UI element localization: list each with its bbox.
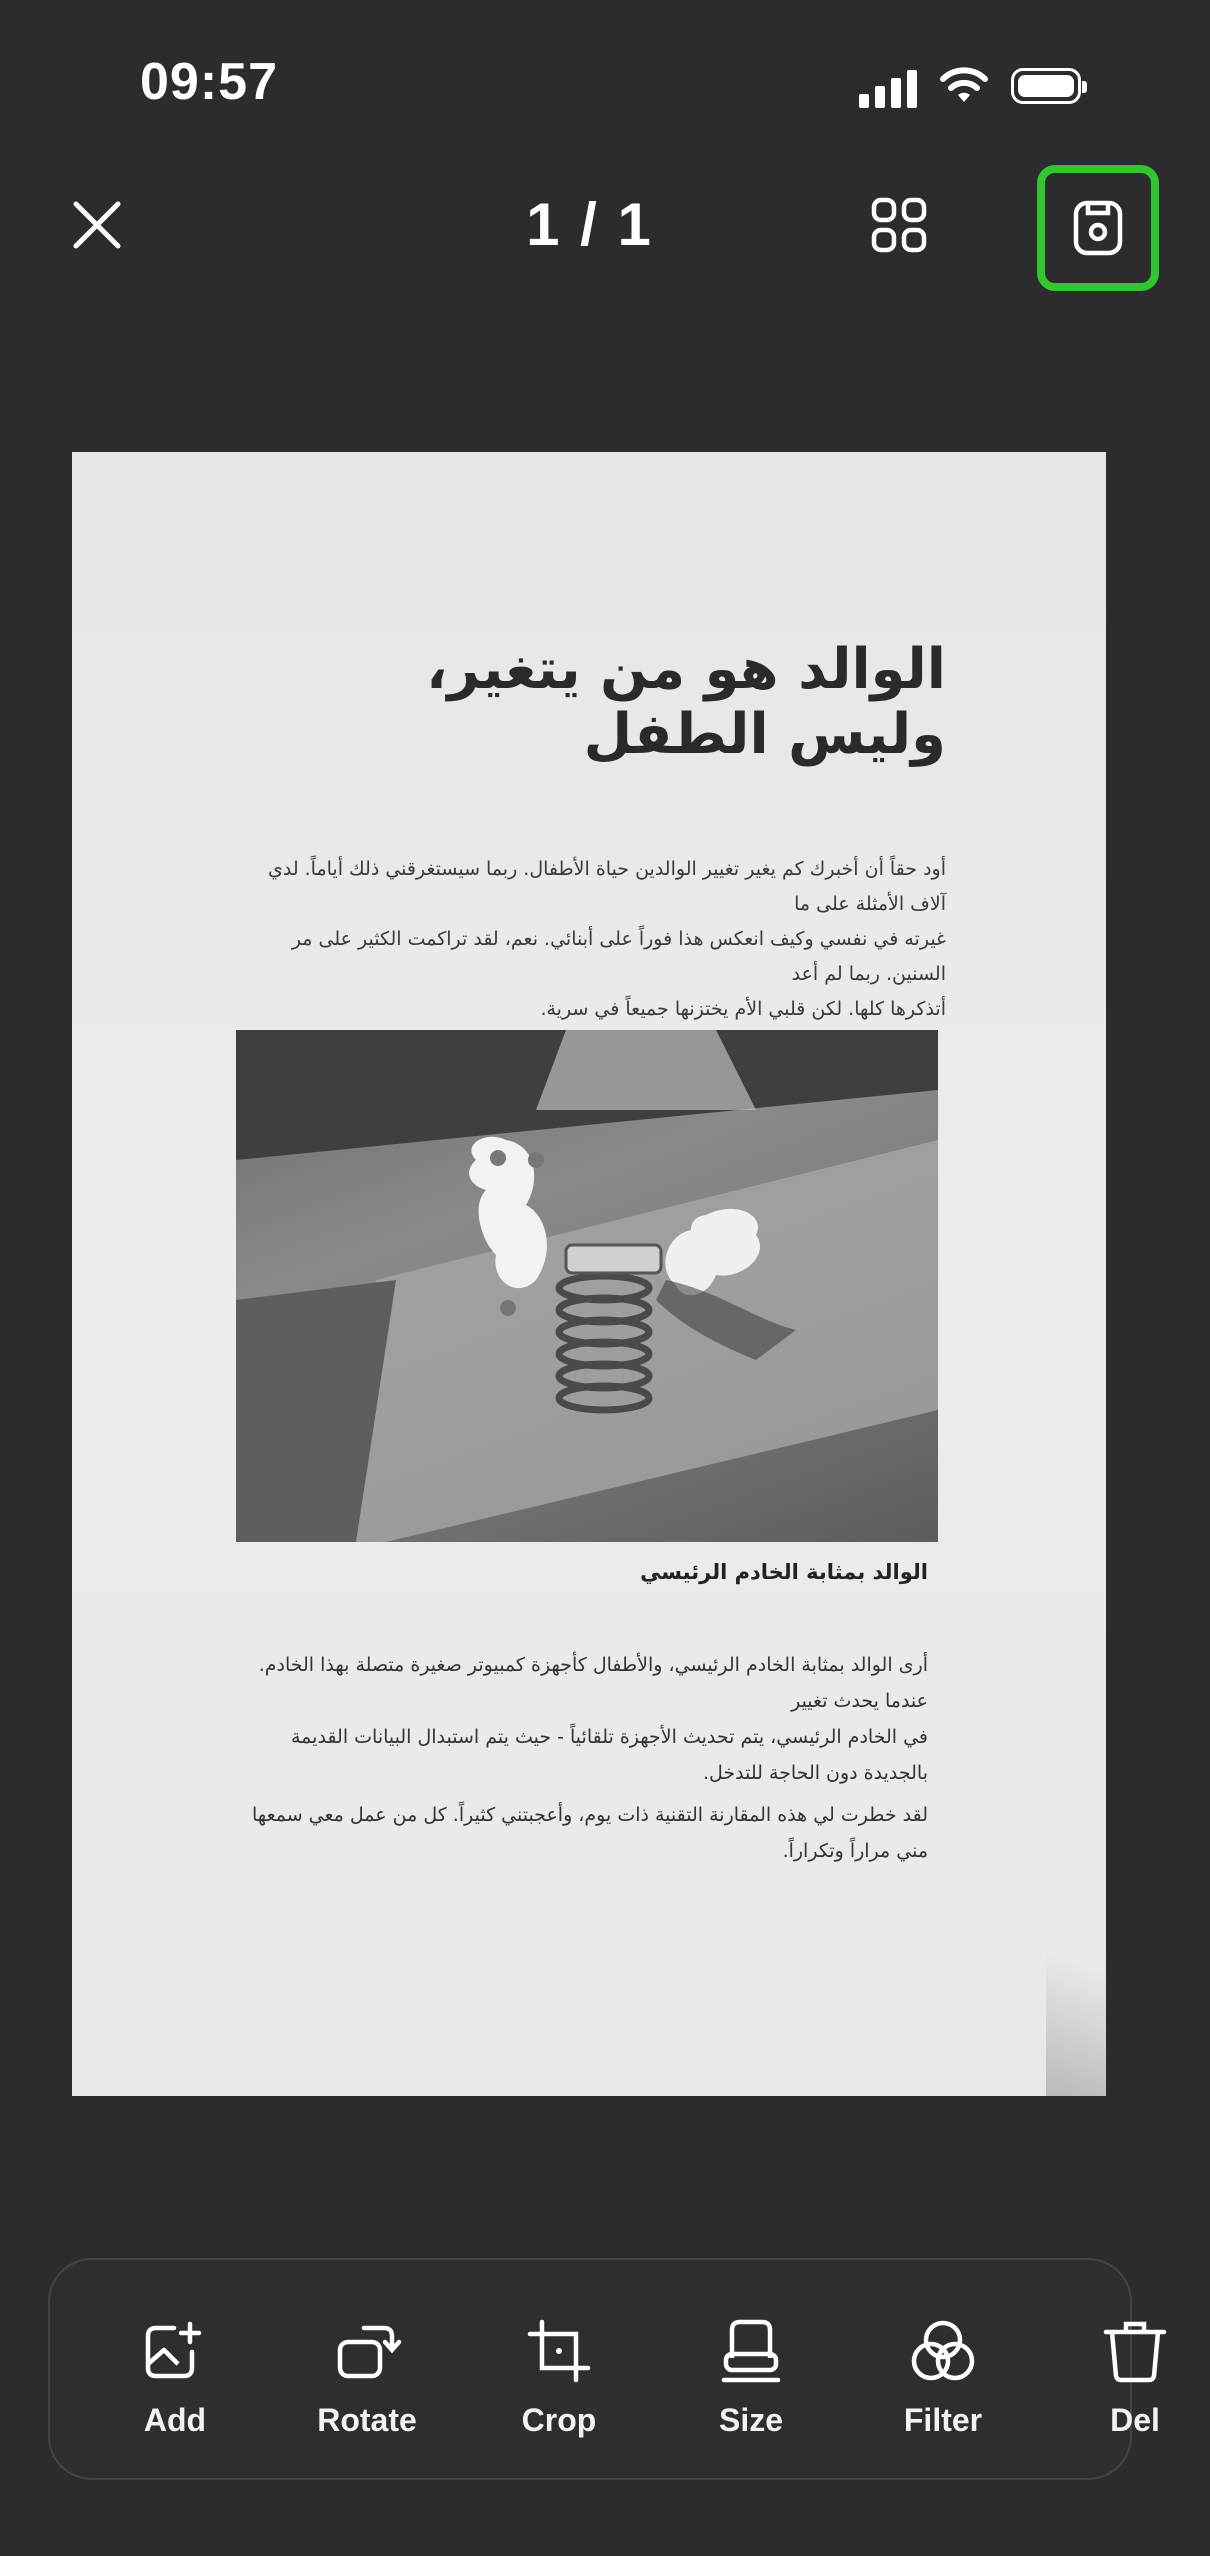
size-button[interactable] <box>676 2318 826 2439</box>
status-time: 09:57 <box>140 53 278 111</box>
crop-button[interactable] <box>484 2318 634 2439</box>
size-icon <box>718 2318 784 2384</box>
page-curl <box>1046 1796 1106 2096</box>
intro-line: أود حقاً أن أخبرك كم يغير تغيير الوالدين حياة الأطفال. ربما سيستغرقني ذلك أياماً. لدي آلاف الأمثلة على ما <box>267 858 946 915</box>
filter-button[interactable] <box>868 2318 1018 2439</box>
document-photo <box>236 1030 938 1542</box>
delete-icon <box>1102 2318 1168 2384</box>
delete-button[interactable] <box>1060 2318 1210 2439</box>
photo-caption: الوالد بمثابة الخادم الرئيسي <box>640 1560 928 1584</box>
save-button[interactable] <box>1037 165 1159 291</box>
rotate-label: Rotate <box>317 2402 417 2438</box>
page-counter: 1 / 1 <box>526 191 653 258</box>
status-icons <box>859 64 1081 108</box>
save-icon <box>1068 197 1128 259</box>
grid-icon <box>864 190 934 260</box>
edit-toolbar <box>48 2258 1160 2480</box>
body-line: أرى الوالد بمثابة الخادم الرئيسي، والأطفال كأجهزة كمبيوتر صغيرة متصلة بهذا الخادم. عندما يحدث تغيير <box>258 1654 928 1712</box>
delete-label: Del <box>1110 2402 1160 2438</box>
size-label: Size <box>718 2402 784 2438</box>
rotate-button[interactable] <box>292 2318 442 2439</box>
rotate-icon <box>334 2318 400 2384</box>
cellular-signal-icon <box>859 64 917 108</box>
document-intro <box>252 852 946 1027</box>
add-image-icon <box>142 2318 208 2384</box>
crop-label: Crop <box>521 2402 597 2438</box>
document-title: الوالد هو من يتغير، وليس الطفل <box>426 637 946 767</box>
body-line: في الخادم الرئيسي، يتم تحديث الأجهزة تلقائياً - حيث يتم استبدال البيانات القديمة بالجديدة دون الحاجة للتدخل. <box>291 1726 928 1784</box>
document-body <box>242 1647 928 1875</box>
spring-rider-image <box>236 1030 938 1542</box>
body-line: لقد خطرت لي هذه المقارنة التقنية ذات يوم، وأعجبتني كثيراً. كل من عمل معي سمعها مني مراراً وتكراراً. <box>252 1804 928 1862</box>
intro-line: أتذكرها كلها. لكن قلبي الأم يختزنها جميعاً في سرية. <box>540 998 946 1020</box>
intro-line: غيرته في نفسي وكيف انعكس هذا فوراً على أبنائي. نعم، لقد تراكمت الكثير على مر السنين. ربما لم أعد <box>291 928 946 985</box>
crop-icon <box>526 2318 592 2384</box>
add-button[interactable] <box>100 2318 250 2439</box>
wifi-icon <box>939 66 989 106</box>
grid-view-button[interactable] <box>864 190 934 260</box>
add-label: Add <box>143 2402 207 2438</box>
document-preview <box>72 452 1106 2096</box>
battery-icon <box>1011 68 1081 104</box>
filter-icon <box>910 2318 976 2384</box>
filter-label: Filter <box>903 2402 983 2438</box>
